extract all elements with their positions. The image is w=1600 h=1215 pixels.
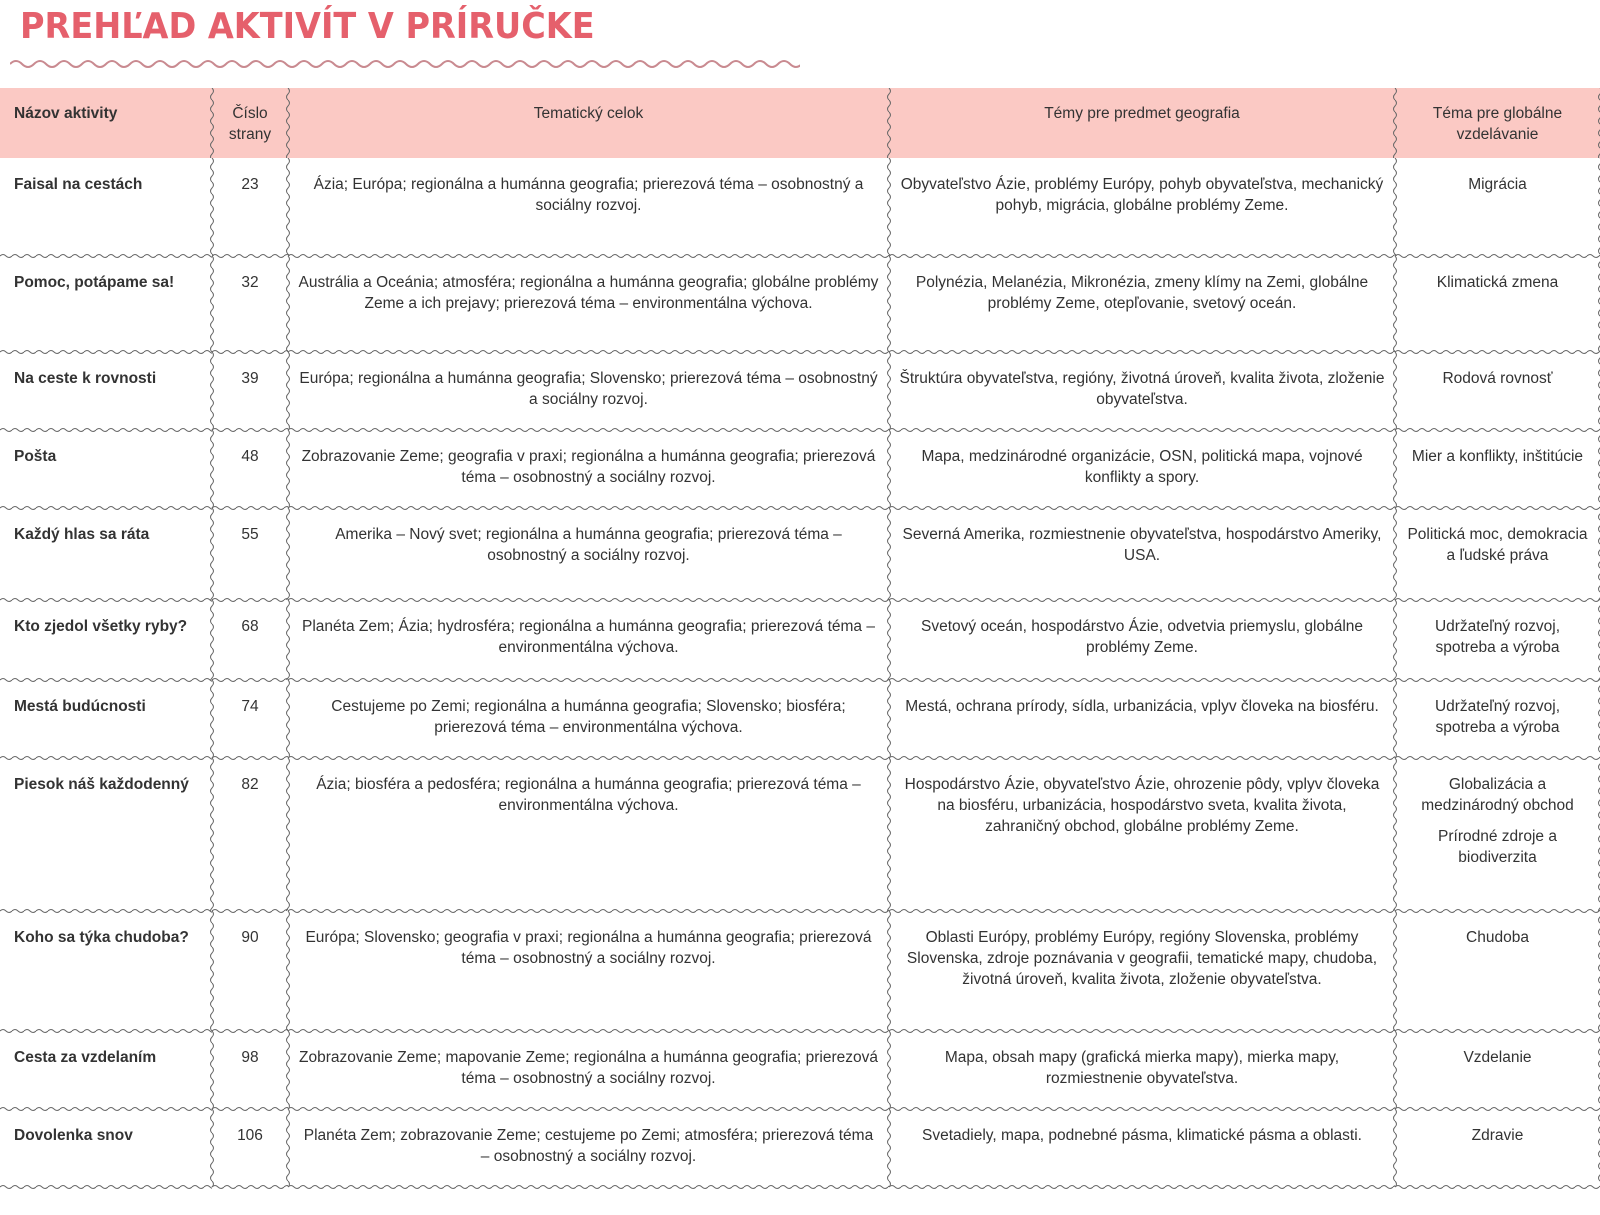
geography-topics-cell (889, 158, 1395, 256)
activities-table (0, 88, 1600, 1187)
thematic-unit-text: Zobrazovanie Zeme; geografia v praxi; regionálna a humánna geografia; prierezová téma – osobnostný a sociálny rozvoj. (301, 448, 876, 486)
page-number-text: 23 (241, 176, 259, 193)
table-row (0, 430, 1600, 508)
global-education-topic-cell (1395, 430, 1600, 508)
geography-topics-text: Hospodárstvo Ázie, obyvateľstvo Ázie, ohrozenie pôdy, vplyv človeka na biosféru, urbanizácia, hospodárstvo sveta, kvalita života, zahraničný obchod, globálne problémy Zeme. (904, 776, 1380, 835)
table-body (0, 158, 1600, 1187)
table-row (0, 256, 1600, 352)
global-education-topic-text: Zdravie (1471, 1127, 1524, 1144)
thematic-unit-cell (288, 1109, 889, 1187)
geography-topics-text: Polynézia, Melanézia, Mikronézia, zmeny klímy na Zemi, globálne problémy Zeme, otepľovanie, svetový oceán. (915, 274, 1369, 312)
geography-topics-text: Mestá, ochrana prírody, sídla, urbanizácia, vplyv človeka na biosféru. (905, 698, 1379, 715)
activity-name-text: Dovolenka snov (14, 1127, 133, 1144)
thematic-unit-text: Európa; regionálna a humánna geografia; Slovensko; prierezová téma – osobnostný a sociálny rozvoj. (299, 370, 878, 408)
activity-name-text: Pošta (14, 448, 57, 465)
global-education-topic-text: Globalizácia a medzinárodný obchod (1421, 776, 1574, 814)
table-header-row (0, 88, 1600, 158)
geography-topics-cell (889, 1031, 1395, 1109)
page-number-text: 48 (241, 448, 259, 465)
activity-name-text: Na ceste k rovnosti (14, 370, 157, 387)
header-geography-topics: Témy pre predmet geografia (889, 88, 1395, 158)
activity-name-text: Každý hlas sa ráta (14, 526, 150, 543)
table-row (0, 1031, 1600, 1109)
page-number-text: 55 (241, 526, 259, 543)
activity-name-cell (0, 508, 212, 600)
global-education-topic-cell (1395, 352, 1600, 430)
geography-topics-text: Oblasti Európy, problémy Európy, regióny Slovenska, problémy Slovenska, zdroje poznávania v geografii, tematické mapy, chudoba, životná úroveň, kvalita života, zloženie obyvateľstva. (906, 929, 1378, 988)
global-education-topic-cell (1395, 1109, 1600, 1187)
thematic-unit-text: Zobrazovanie Zeme; mapovanie Zeme; regionálna a humánna geografia; prierezová téma – osobnostný a sociálny rozvoj. (298, 1049, 878, 1087)
thematic-unit-text: Amerika – Nový svet; regionálna a humánna geografia; prierezová téma – osobnostný a sociálny rozvoj. (335, 526, 842, 564)
table-row (0, 680, 1600, 758)
geography-topics-cell (889, 508, 1395, 600)
header-global-education-topic: Téma pre globálne vzdelávanie (1395, 88, 1600, 158)
geography-topics-cell (889, 1109, 1395, 1187)
global-education-topic-cell (1395, 1031, 1600, 1109)
activity-name-text: Cesta za vzdelaním (14, 1049, 157, 1066)
global-education-topic-cell (1395, 158, 1600, 256)
page-number-text: 39 (241, 370, 259, 387)
global-education-topic-text: Politická moc, demokracia a ľudské práva (1407, 526, 1588, 564)
geography-topics-cell (889, 600, 1395, 680)
page-number-cell (212, 352, 288, 430)
activity-name-cell (0, 680, 212, 758)
header-activity-name: Názov aktivity (0, 88, 212, 158)
geography-topics-text: Obyvateľstvo Ázie, problémy Európy, pohyb obyvateľstva, mechanický pohyb, migrácia, globálne problémy Zeme. (900, 176, 1384, 214)
activity-name-cell (0, 758, 212, 911)
geography-topics-text: Mapa, obsah mapy (grafická mierka mapy), mierka mapy, rozmiestnenie obyvateľstva. (944, 1049, 1340, 1087)
title-wave-divider (10, 58, 800, 70)
geography-topics-text: Mapa, medzinárodné organizácie, OSN, politická mapa, vojnové konflikty a spory. (921, 448, 1363, 486)
activity-name-cell (0, 1031, 212, 1109)
thematic-unit-text: Austrália a Oceánia; atmosféra; regionálna a humánna geografia; globálne problémy Zeme a ich prejavy; prierezová téma – environmentálna výchova. (298, 274, 879, 312)
thematic-unit-text: Ázia; Európa; regionálna a humánna geografia; prierezová téma – osobnostný a sociálny rozvoj. (313, 176, 864, 214)
thematic-unit-text: Planéta Zem; zobrazovanie Zeme; cestujeme po Zemi; atmosféra; prierezová téma – osobnostný a sociálny rozvoj. (303, 1127, 874, 1165)
geography-topics-cell (889, 430, 1395, 508)
geography-topics-cell (889, 256, 1395, 352)
activity-name-cell (0, 158, 212, 256)
activity-name-cell (0, 911, 212, 1031)
page-number-text: 98 (241, 1049, 259, 1066)
thematic-unit-cell (288, 911, 889, 1031)
global-education-topic-text: Vzdelanie (1463, 1049, 1532, 1066)
table-row (0, 158, 1600, 256)
global-education-topic-text: Prírodné zdroje a biodiverzita (1438, 828, 1557, 866)
page-number-cell (212, 758, 288, 911)
activity-name-text: Koho sa týka chudoba? (14, 929, 189, 946)
global-education-topic-cell (1395, 256, 1600, 352)
header-thematic-unit: Tematický celok (288, 88, 889, 158)
page-number-text: 68 (241, 618, 259, 635)
global-education-topic-text: Udržateľný rozvoj, spotreba a výroba (1434, 618, 1561, 656)
activity-name-cell (0, 600, 212, 680)
page-number-text: 90 (241, 929, 259, 946)
table-row (0, 352, 1600, 430)
activities-table-wrap (0, 88, 1600, 1187)
page-number-cell (212, 430, 288, 508)
activity-name-text: Mestá budúcnosti (14, 698, 146, 715)
global-education-topic-cell (1395, 600, 1600, 680)
geography-topics-cell (889, 352, 1395, 430)
thematic-unit-text: Planéta Zem; Ázia; hydrosféra; regionálna a humánna geografia; prierezová téma – environmentálna výchova. (302, 618, 875, 656)
thematic-unit-cell (288, 158, 889, 256)
thematic-unit-text: Ázia; biosféra a pedosféra; regionálna a humánna geografia; prierezová téma – environmentálna výchova. (316, 776, 861, 814)
table-row (0, 600, 1600, 680)
global-education-topic-text: Chudoba (1466, 929, 1529, 946)
page-number-cell (212, 508, 288, 600)
page-number-cell (212, 1109, 288, 1187)
page-number-text: 74 (241, 698, 259, 715)
page-number-text: 82 (241, 776, 259, 793)
global-education-topic-text: Klimatická zmena (1436, 274, 1559, 291)
page-number-cell (212, 600, 288, 680)
table-row (0, 758, 1600, 911)
thematic-unit-cell (288, 600, 889, 680)
activity-name-text: Kto zjedol všetky ryby? (14, 618, 188, 635)
page-number-cell (212, 158, 288, 256)
thematic-unit-cell (288, 430, 889, 508)
activity-name-cell (0, 1109, 212, 1187)
page-number-cell (212, 256, 288, 352)
geography-topics-cell (889, 680, 1395, 758)
activity-name-cell (0, 352, 212, 430)
page-title: PREHĽAD AKTIVÍT V PRÍRUČKE (20, 6, 595, 47)
global-education-topic-cell (1395, 680, 1600, 758)
thematic-unit-cell (288, 680, 889, 758)
page-number-text: 32 (241, 274, 259, 291)
activity-name-cell (0, 256, 212, 352)
table-row (0, 1109, 1600, 1187)
geography-topics-cell (889, 911, 1395, 1031)
page-number-cell (212, 911, 288, 1031)
geography-topics-text: Severná Amerika, rozmiestnenie obyvateľstva, hospodárstvo Ameriky, USA. (902, 526, 1382, 564)
table-row (0, 508, 1600, 600)
global-education-topic-text: Rodová rovnosť (1442, 370, 1553, 387)
activity-name-text: Pomoc, potápame sa! (14, 274, 175, 291)
activity-name-text: Piesok náš každodenný (14, 776, 189, 793)
page-number-text: 106 (237, 1127, 263, 1144)
header-page-number: Číslo strany (212, 88, 288, 158)
thematic-unit-cell (288, 758, 889, 911)
page-number-cell (212, 1031, 288, 1109)
geography-topics-text: Štruktúra obyvateľstva, regióny, životná úroveň, kvalita života, zloženie obyvateľstva. (899, 370, 1385, 408)
activity-name-cell (0, 430, 212, 508)
geography-topics-text: Svetadiely, mapa, podnebné pásma, klimatické pásma a oblasti. (922, 1127, 1362, 1144)
global-education-topic-text: Udržateľný rozvoj, spotreba a výroba (1434, 698, 1561, 736)
global-education-topic-cell (1395, 508, 1600, 600)
global-education-topic-text: Migrácia (1468, 176, 1527, 193)
geography-topics-text: Svetový oceán, hospodárstvo Ázie, odvetvia priemyslu, globálne problémy Zeme. (921, 618, 1363, 656)
thematic-unit-text: Cestujeme po Zemi; regionálna a humánna geografia; Slovensko; biosféra; prierezová téma – environmentálna výchova. (331, 698, 846, 736)
global-education-topic-cell (1395, 911, 1600, 1031)
global-education-topic-cell (1395, 758, 1600, 911)
table-row (0, 911, 1600, 1031)
activity-name-text: Faisal na cestách (14, 176, 143, 193)
thematic-unit-text: Európa; Slovensko; geografia v praxi; regionálna a humánna geografia; prierezová téma – osobnostný a sociálny rozvoj. (305, 929, 872, 967)
thematic-unit-cell (288, 1031, 889, 1109)
page-number-cell (212, 680, 288, 758)
thematic-unit-cell (288, 508, 889, 600)
thematic-unit-cell (288, 256, 889, 352)
global-education-topic-text: Mier a konflikty, inštitúcie (1411, 448, 1584, 465)
thematic-unit-cell (288, 352, 889, 430)
geography-topics-cell (889, 758, 1395, 911)
